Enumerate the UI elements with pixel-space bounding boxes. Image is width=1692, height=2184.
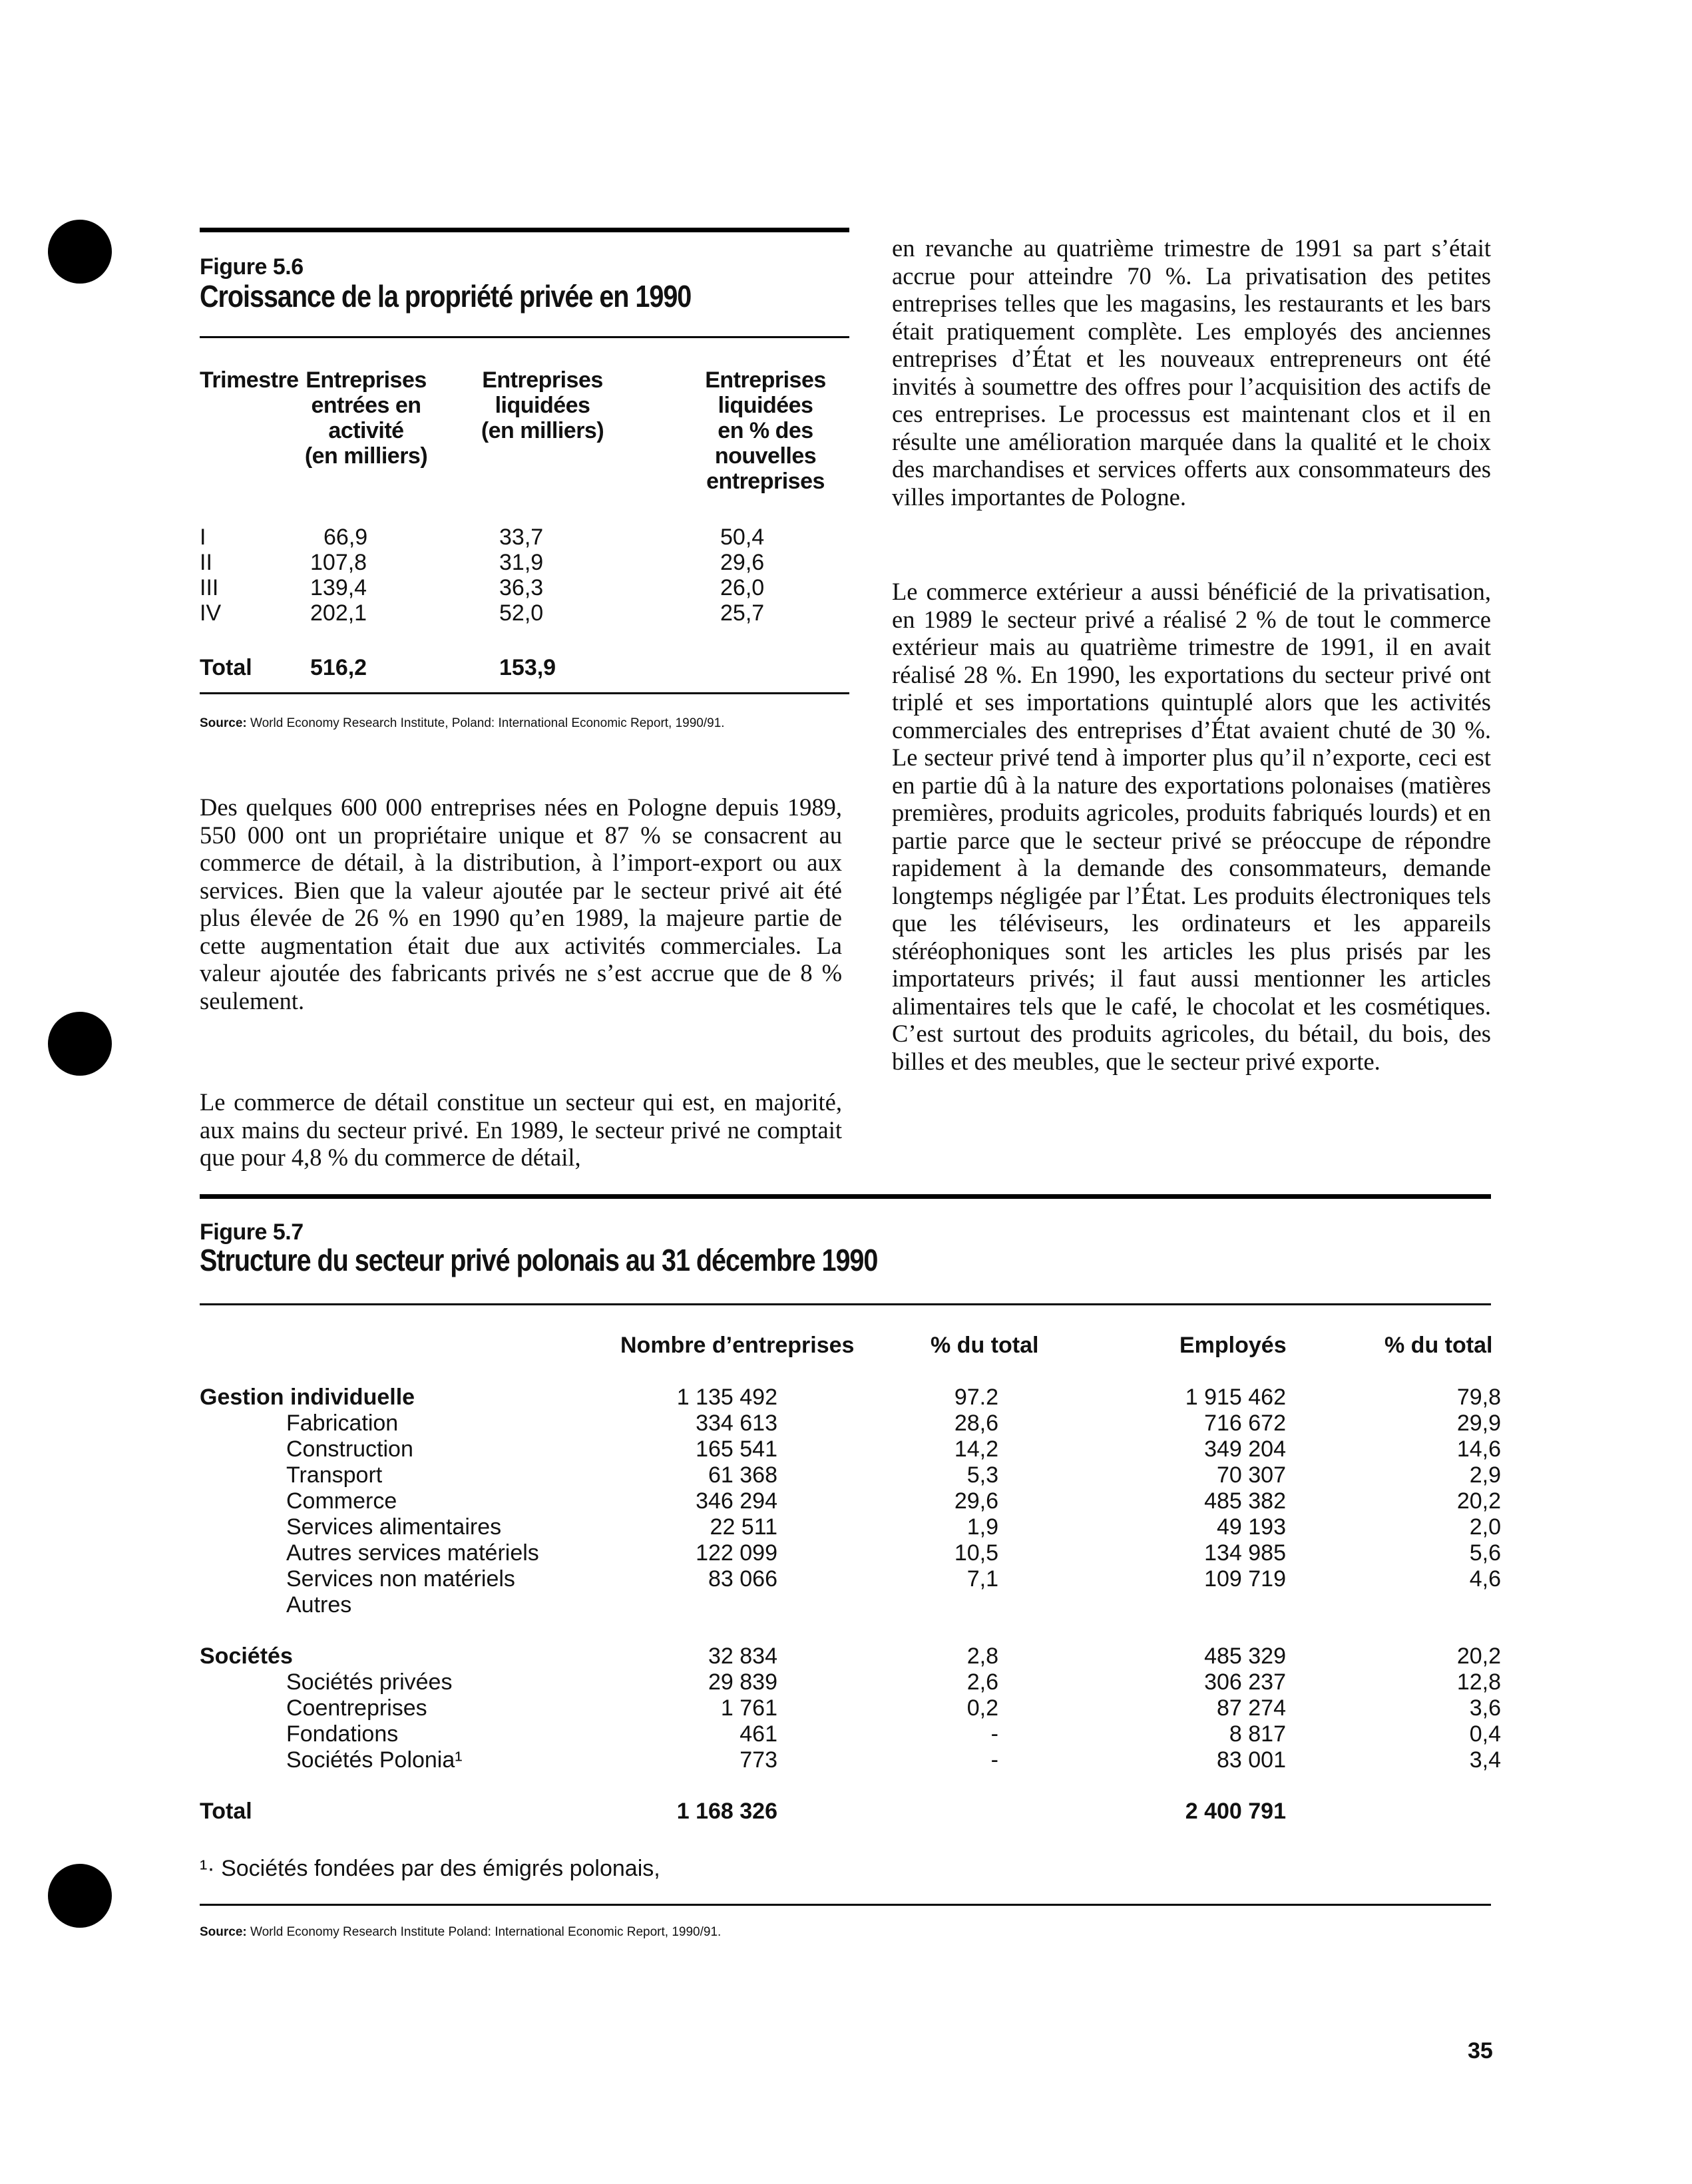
row-label: Sociétés <box>200 1643 293 1669</box>
cell-value: - <box>990 1721 998 1747</box>
fig56-title: Croissance de la propriété privée en 1990 <box>200 279 692 314</box>
right-paragraph-1: en revanche au quatrième trimestre de 1991 sa part s’était accrue pour atteindre 70 %. La privatisation des petites entreprises telles que les magasins, les restaurants et les bars était pratiquement complète. Les employés des anciennes entreprises d’État et les nouveaux entrepreneurs ont été invités à soumettre des offres pour l’acquisition des actifs de ces entreprises. Le processus est maintenant clos et il en résulte une amélioration marquée dans la qualité et le choix des marchandises et services offerts aux consommateurs des villes importantes de Pologne. <box>892 234 1491 511</box>
fig57-number: Figure 5.7 <box>200 1219 304 1245</box>
cell-value: 134 985 <box>1204 1540 1286 1566</box>
table-row <box>200 1695 1501 1721</box>
cell-value: 79,8 <box>1456 1385 1501 1410</box>
cell-value: 83 001 <box>1217 1747 1286 1773</box>
cell-value: 49 193 <box>1217 1514 1286 1540</box>
cell-value: - <box>990 1747 998 1773</box>
table-row-group <box>200 1385 1501 1411</box>
table-row <box>200 1669 1501 1695</box>
table-row <box>200 1540 1501 1566</box>
fig56-top-rule <box>200 228 849 232</box>
cell-value: 0,2 <box>966 1695 998 1721</box>
table-row <box>200 1411 1501 1436</box>
cell-value: 2,6 <box>966 1669 998 1695</box>
cell-value: 2,8 <box>966 1643 998 1669</box>
cell-value: 20,2 <box>1456 1643 1501 1669</box>
fig57-header-employees: Employés <box>1179 1333 1287 1358</box>
cell-value: 485 382 <box>1204 1488 1286 1514</box>
fig56-header-pct: Entreprises liquidées en % des nouvelles entreprises <box>705 367 826 494</box>
cell-value: 10,5 <box>954 1540 998 1566</box>
cell-value: 61 368 <box>708 1462 777 1488</box>
cell-value: 122 099 <box>696 1540 777 1566</box>
cell-value: 97.2 <box>954 1385 998 1410</box>
punch-hole-middle <box>48 1012 112 1076</box>
total-enterprises: 1 168 326 <box>676 1799 777 1824</box>
table-row-group <box>200 1643 1501 1669</box>
cell-value: 14,2 <box>954 1436 998 1462</box>
table-row <box>200 1747 1501 1773</box>
table-row <box>200 1436 1501 1462</box>
right-paragraph-2: Le commerce extérieur a aussi bénéficié de la privatisation, en 1989 le secteur privé a réalisé 2 % de tout le commerce extérieur mais au quatrième trimestre de 1991, il en avait réalisé 28 %. En 1990, les exportations du secteur privé ont triplé et ses importations quintuplé alors que les activités commerciales des entreprises d’État avaient chuté de 30 %. Le secteur privé tend à importer plus qu’il n’exporte, ceci est en partie dû à la nature des exportations polonaises (matières premières, produits agricoles, produits fabriqués lourds) et en partie parce que le secteur privé se préoccupe de répondre rapidement à la demande des consommateurs, demande longtemps négligée par l’État. Les produits électroniques tels que les téléviseurs, les ordinateurs et les appareils stéréophoniques sont les articles les plus prisés par les importateurs privés; il faut aussi mentionner les articles alimentaires tels que le café, le chocolat et les cosmétiques. C’est surtout des produits agricoles, du bétail, du bois, des billes et des meubles, que le secteur privé exporte. <box>892 578 1491 1075</box>
cell-value: 8 817 <box>1229 1721 1286 1747</box>
row-label: Fondations <box>286 1721 399 1747</box>
fig56-bottom-rule <box>200 692 849 694</box>
cell-value: 109 719 <box>1204 1566 1286 1592</box>
table-row <box>200 1721 1501 1747</box>
left-paragraph-2: Le commerce de détail constitue un secteur qui est, en majorité, aux mains du secteur privé. En 1989, le secteur privé ne comptait que pour 4,8 % du commerce de détail, <box>200 1088 842 1171</box>
fig57-header-enterprises: Nombre d’entreprises <box>620 1333 855 1358</box>
fig57-header-pct-enterprises: % du total <box>931 1333 1039 1358</box>
cell-value: 3,6 <box>1469 1695 1501 1721</box>
fig56-source: Source: World Economy Research Institute, Poland: International Economic Report, 1990/91. <box>200 716 725 730</box>
fig56-title-rule <box>200 336 849 338</box>
cell-value: 773 <box>740 1747 777 1773</box>
total-employees: 2 400 791 <box>1185 1799 1286 1824</box>
row-label: Commerce <box>286 1488 397 1514</box>
cell-value: 165 541 <box>696 1436 777 1462</box>
cell-value: 83 066 <box>708 1566 777 1592</box>
cell-value: 306 237 <box>1204 1669 1286 1695</box>
cell-value: 29,9 <box>1456 1411 1501 1436</box>
cell-value: 5,6 <box>1469 1540 1501 1566</box>
row-label: Autres <box>286 1592 352 1618</box>
cell-value: 14,6 <box>1456 1436 1501 1462</box>
fig57-top-rule <box>200 1194 1491 1199</box>
fig56-header-liquidated: Entreprises liquidées (en milliers) <box>481 367 604 443</box>
fig56-number: Figure 5.6 <box>200 254 304 280</box>
row-label: Services alimentaires <box>286 1514 502 1540</box>
cell-value: 334 613 <box>696 1411 777 1436</box>
fig57-footnote: ¹· Sociétés fondées par des émigrés polonais, <box>200 1856 660 1881</box>
cell-value: 12,8 <box>1456 1669 1501 1695</box>
cell-value: 5,3 <box>966 1462 998 1488</box>
row-label: Transport <box>286 1462 383 1488</box>
row-label: Construction <box>286 1436 413 1462</box>
table-row <box>200 1592 1491 1618</box>
cell-value: 1,9 <box>966 1514 998 1540</box>
cell-value: 485 329 <box>1204 1643 1286 1669</box>
row-label: Gestion individuelle <box>200 1385 415 1410</box>
punch-hole-top <box>48 220 112 284</box>
row-label: Autres services matériels <box>286 1540 539 1566</box>
cell-value: 7,1 <box>966 1566 998 1592</box>
cell-value: 32 834 <box>708 1643 777 1669</box>
fig56-table: Trimestre Entreprises entrées en activité (en milliers) Entreprises liquidées (en milliers) Entreprises liquidées en % des nouvelles entreprises I 66,9 33,7 50,4 II 107,8 31,9 29,6 III 139,4 36,3 26,0 IV 202,1 52,0 25,7 Total 516,2 153,9 <box>200 367 849 680</box>
cell-value: 29 839 <box>708 1669 777 1695</box>
row-label: Sociétés Polonia¹ <box>286 1747 463 1773</box>
fig57-source: Source: World Economy Research Institute Poland: International Economic Report, 1990/91. <box>200 1925 722 1939</box>
cell-value: 461 <box>740 1721 777 1747</box>
cell-value: 346 294 <box>696 1488 777 1514</box>
cell-value: 70 307 <box>1217 1462 1286 1488</box>
total-label: Total <box>200 1799 252 1824</box>
fig56-header-entered: Entreprises entrées en activité (en milliers) <box>304 367 428 469</box>
row-label: Sociétés privées <box>286 1669 453 1695</box>
table-row <box>200 1566 1501 1592</box>
cell-value: 0,4 <box>1469 1721 1501 1747</box>
left-paragraph-1: Des quelques 600 000 entreprises nées en Pologne depuis 1989, 550 000 ont un propriétaire unique et 87 % se consacrent au commerce de détail, à la distribution, à l’import-export ou aux services. Bien que la valeur ajoutée par le secteur privé ait été plus élevée de 26 % en 1990 qu’en 1989, la majeure partie de cette augmentation était due aux activités commerciales. La valeur ajoutée des fabricants privés ne s’est accrue que de 8 % seulement. <box>200 793 842 1014</box>
row-label: Coentreprises <box>286 1695 427 1721</box>
cell-value: 1 135 492 <box>676 1385 777 1410</box>
cell-value: 2,0 <box>1469 1514 1501 1540</box>
cell-value: 1 915 462 <box>1185 1385 1286 1410</box>
cell-value: 4,6 <box>1469 1566 1501 1592</box>
cell-value: 20,2 <box>1456 1488 1501 1514</box>
cell-value: 1 761 <box>720 1695 777 1721</box>
page-number: 35 <box>1468 2038 1493 2064</box>
cell-value: 2,9 <box>1469 1462 1501 1488</box>
cell-value: 349 204 <box>1204 1436 1286 1462</box>
table-row <box>200 1514 1501 1540</box>
row-label: Services non matériels <box>286 1566 515 1592</box>
table-row-total <box>200 1799 1491 1825</box>
cell-value: 3,4 <box>1469 1747 1501 1773</box>
table-row <box>200 1488 1501 1514</box>
cell-value: 29,6 <box>954 1488 998 1514</box>
cell-value: 22 511 <box>710 1514 777 1540</box>
cell-value: 87 274 <box>1217 1695 1286 1721</box>
fig57-title-rule <box>200 1303 1491 1305</box>
fig57-bottom-rule <box>200 1904 1491 1906</box>
cell-value: 28,6 <box>954 1411 998 1436</box>
cell-value: 716 672 <box>1204 1411 1286 1436</box>
row-label: Fabrication <box>286 1411 399 1436</box>
fig57-header-pct-employees: % du total <box>1384 1333 1493 1358</box>
fig57-title: Structure du secteur privé polonais au 31 décembre 1990 <box>200 1243 878 1277</box>
table-row <box>200 1462 1501 1488</box>
fig56-header-quarter: Trimestre <box>200 367 299 393</box>
punch-hole-bottom <box>48 1864 112 1928</box>
